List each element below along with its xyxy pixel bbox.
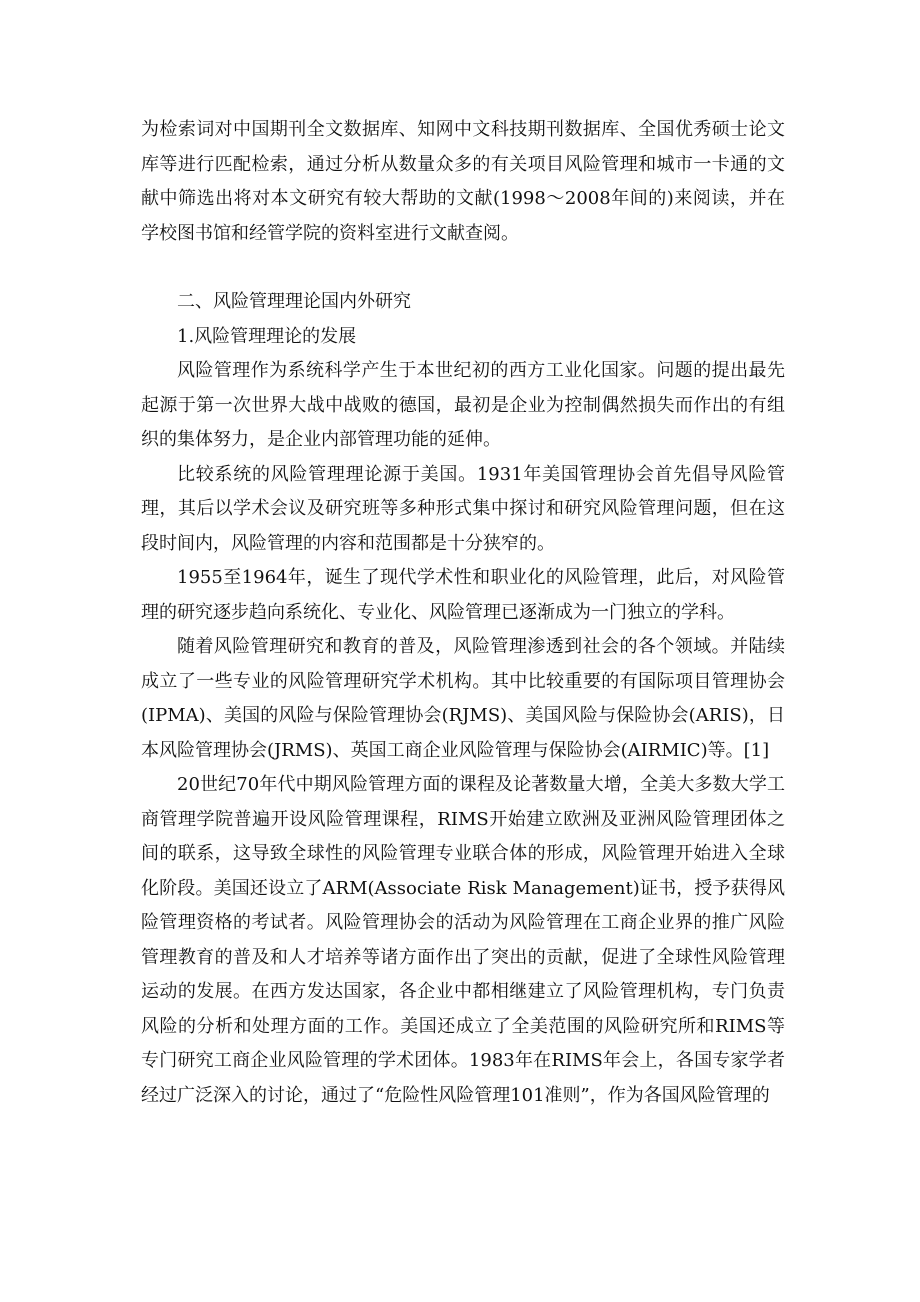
body-paragraph-2: 比较系统的风险管理理论源于美国。1931年美国管理协会首先倡导风险管理，其后以学术会议及研究班等多种形式集中探讨和研究风险管理问题，但在这段时间内，风险管理的内容和范围都是十分狭窄的。: [141, 463, 785, 554]
section-heading: 二、风险管理理论国内外研究: [177, 291, 411, 312]
body-paragraph-3: 1955至1964年，诞生了现代学术性和职业化的风险管理，此后，对风险管理的研究逐步趋向系统化、专业化、风险管理已逐渐成为一门独立的学科。: [141, 567, 785, 623]
body-paragraph-4: 随着风险管理研究和教育的普及，风险管理渗透到社会的各个领域。并陆续成立了一些专业的风险管理研究学术机构。其中比较重要的有国际项目管理协会(IPMA)、美国的风险与保险管理协会(RJMS)、美国风险与保险协会(ARIS)，日本风险管理协会(JRMS)、英国工商企业风险管理与保险协会(AIRMIC)等。[1]: [141, 636, 785, 761]
subsection-heading: 1.风险管理理论的发展: [177, 325, 357, 347]
body-paragraph-5: 20世纪70年代中期风险管理方面的课程及论著数量大增，全美大多数大学工商管理学院普遍开设风险管理课程，RIMS开始建立欧洲及亚洲风险管理团体之间的联系，这导致全球性的风险管理专业联合体的形成，风险管理开始进入全球化阶段。美国还设立了ARM(Associate Risk Management)证书，授予获得风险管理资格的考试者。风险管理协会的活动为风险管理在工商企业界的推广风险管理教育的普及和人才培养等诸方面作出了突出的贡献，促进了全球性风险管理运动的发展。在西方发达国家，各企业中都相继建立了风险管理机构，专门负责风险的分析和处理方面的工作。美国还成立了全美范围的风险研究所和RIMS等专门研究工商企业风险管理的学术团体。1983年在RIMS年会上，各国专家学者经过广泛深入的讨论，通过了“危险性风险管理101准则”，作为各国风险管理的: [141, 774, 785, 1106]
intro-paragraph: 为检索词对中国期刊全文数据库、知网中文科技期刊数据库、全国优秀硕士论文库等进行匹配检索，通过分析从数量众多的有关项目风险管理和城市一卡通的文献中筛选出将对本文研究有较大帮助的文献(1998～2008年间的)来阅读，并在学校图书馆和经管学院的资料室进行文献查阅。: [141, 119, 785, 244]
body-paragraph-1: 风险管理作为系统科学产生于本世纪初的西方工业化国家。问题的提出最先起源于第一次世界大战中战败的德国，最初是企业为控制偶然损失而作出的有组织的集体努力，是企业内部管理功能的延伸。: [141, 360, 785, 450]
section-gap: [141, 251, 785, 285]
document-body: [141, 113, 785, 1113]
